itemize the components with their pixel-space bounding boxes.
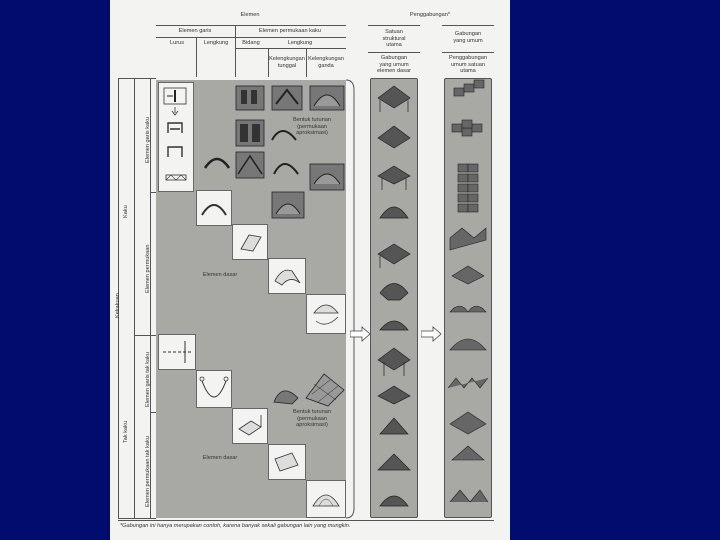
header-bidang: Bidang — [242, 40, 260, 46]
side-frame-mid — [134, 335, 156, 336]
header-gabungan-col3 — [368, 55, 420, 75]
derived-cable-forms-icon — [268, 368, 348, 408]
penggabungan-line-3: utama — [460, 68, 476, 75]
kelengkungan-ganda-line-2: ganda — [318, 62, 334, 69]
col4-assembly-icons — [444, 78, 492, 518]
header-rule-3 — [235, 48, 346, 49]
header-lengkung-2: Lengkung — [287, 40, 313, 46]
header-elemen-permukaan-kaku: Elemen permukaan kaku — [259, 28, 321, 34]
label-elemen-garis-tak-kaku: Elemen garis tak kaku — [145, 351, 151, 407]
header-penggabungan: Penggabungan* — [409, 12, 451, 18]
gabungan-line-1: Gabungan — [454, 31, 482, 37]
arch-line-icon — [197, 193, 231, 223]
penggabungan-line-2: umum satuan — [451, 61, 485, 68]
dome-shell-icon — [308, 297, 344, 331]
header-satuan-struktural — [368, 29, 420, 49]
header-rule-2 — [156, 37, 346, 38]
bentuk-2-line-3: aproksimasi) — [296, 422, 328, 429]
bentuk-1-line-3: aproksimasi) — [296, 130, 328, 137]
header-elemen: Elemen — [240, 12, 260, 18]
label-tak-kaku: Tak kaku — [123, 420, 129, 443]
arrow-to-col3 — [350, 326, 372, 342]
header-kelengkungan-tunggal — [268, 56, 306, 69]
label-bentuk-turunan-1 — [282, 117, 342, 137]
col4-header-rule-2 — [442, 52, 494, 53]
label-elemen-permukaan-tak-kaku: Elemen permukaan tak kaku — [145, 436, 151, 507]
kelengkungan-tunggal-line-2: tunggal — [277, 62, 297, 69]
derived-forms-top-icon — [232, 84, 352, 204]
label-kekakuan: Kekakuan — [115, 293, 121, 318]
bentuk-2-line-2: (permukaan — [297, 415, 327, 422]
plate-icon — [233, 227, 267, 257]
single-curvature-shell-icon — [270, 261, 304, 291]
tent-membrane-icon — [270, 447, 304, 477]
header-lengkung: Lengkung — [203, 40, 229, 46]
bentuk-1-line-2: (permukaan — [297, 123, 327, 130]
label-elemen-garis-kaku: Elemen garis kaku — [145, 116, 151, 163]
col3-header-rule — [368, 25, 420, 26]
kelengkungan-tunggal-line-1: Kelengkungan — [269, 56, 305, 62]
inflated-dome-icon — [308, 482, 344, 516]
header-elemen-garis: Elemen garis — [178, 28, 212, 34]
footnote: *Gabungan ini hanya merupakan contoh, karena banyak sekali gabungan lain yang mungkin. — [120, 523, 351, 529]
membrane-icon — [233, 411, 267, 441]
diagram-sheet — [110, 0, 510, 540]
side-frame-top — [118, 78, 156, 79]
gabungan-line-2: yang umum — [453, 37, 483, 44]
col3-header-rule-2 — [368, 52, 420, 53]
satuan-line-1: Satuan — [385, 29, 403, 35]
arch-line-derived-icon — [202, 150, 232, 172]
header-divider-1 — [196, 37, 197, 77]
vault-derived-icon — [270, 190, 306, 220]
arrow-to-col4 — [421, 326, 443, 342]
hanging-cable-icon — [197, 373, 231, 407]
satuan-line-3: utama — [386, 42, 402, 49]
satuan-line-2: struktural — [382, 35, 406, 42]
label-elemen-permukaan: Elemen permukaan — [145, 244, 151, 293]
kelengkungan-ganda-line-1: Kelengkungan — [308, 56, 344, 62]
header-penggabungan-umum — [442, 55, 494, 75]
label-kaku: Kaku — [123, 205, 129, 218]
side-frame-1 — [134, 78, 135, 518]
straight-beam-icon — [161, 85, 191, 189]
header-gabungan-yang-umum — [442, 31, 494, 44]
gabungan-col3-line-2: yang umum — [379, 61, 409, 68]
footnote-rule — [118, 520, 494, 521]
gabungan-col3-line-1: Gabungan — [380, 55, 408, 61]
gabungan-col3-line-3: elemen dasar — [377, 68, 411, 75]
label-elemen-dasar-1: Elemen dasar — [202, 272, 238, 278]
header-kelengkungan-ganda — [307, 56, 345, 69]
header-top-rule — [156, 25, 346, 26]
cable-line-icon — [159, 337, 195, 367]
bentuk-2-line-1: Bentuk turunan — [293, 409, 331, 415]
label-elemen-dasar-2: Elemen dasar — [202, 455, 238, 461]
bentuk-1-line-1: Bentuk turunan — [293, 117, 331, 123]
header-lurus: Lurus — [170, 40, 184, 46]
label-bentuk-turunan-2 — [282, 409, 342, 429]
col4-header-rule — [442, 25, 494, 26]
side-frame-bottom — [118, 518, 156, 519]
header-divider-2 — [235, 25, 236, 77]
col3-structure-icons — [370, 78, 418, 518]
penggabungan-line-1: Penggabungan — [449, 55, 487, 61]
